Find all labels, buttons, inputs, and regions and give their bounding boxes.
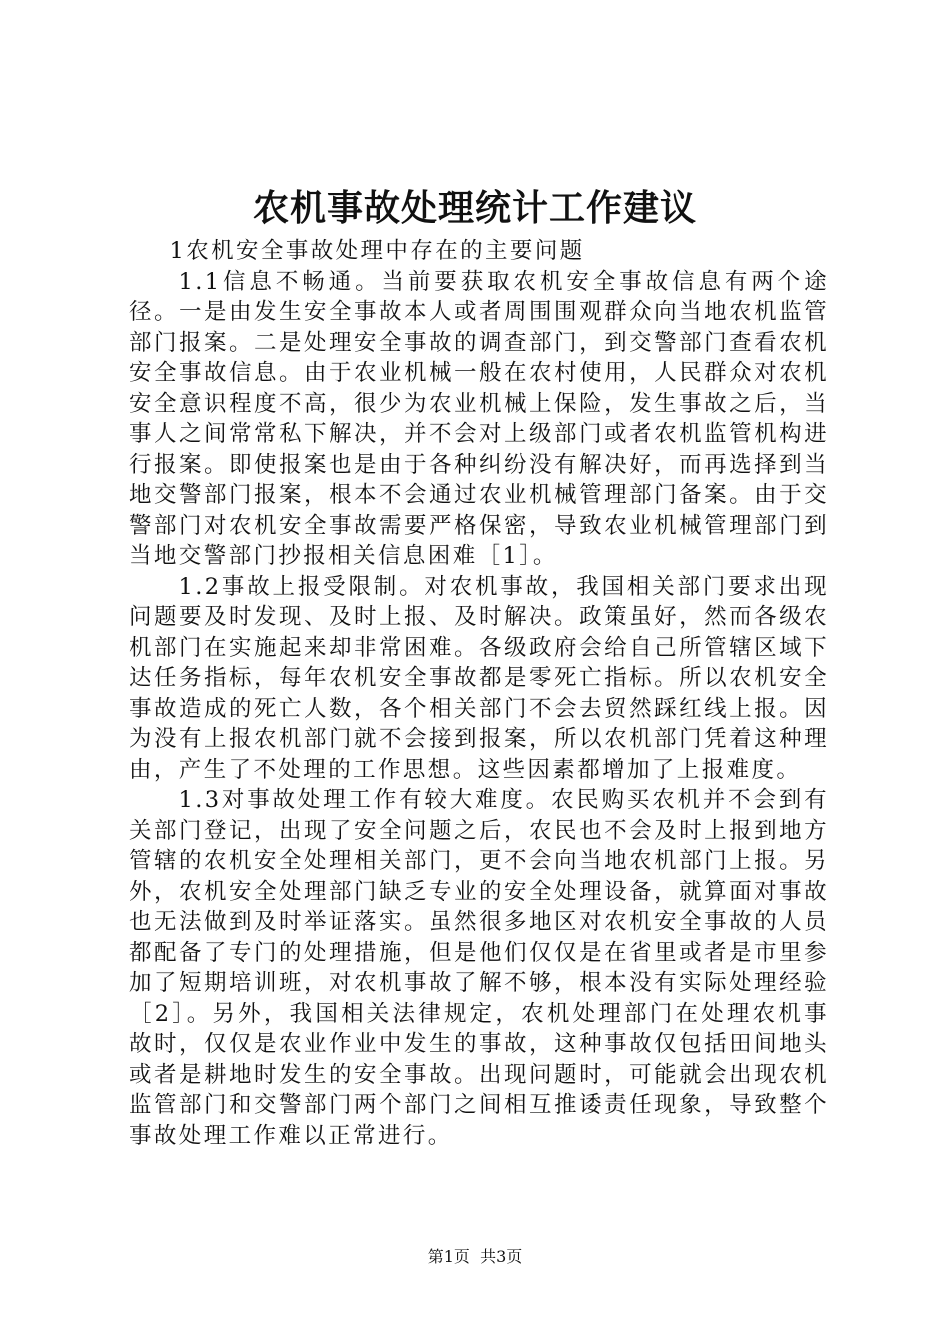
- document-title: 农机事故处理统计工作建议: [252, 187, 697, 229]
- page-footer: 第1页 共3页: [427, 1247, 523, 1266]
- section-heading: 1农机安全事故处理中存在的主要问题: [169, 238, 585, 264]
- paragraph-1-3: 1.3对事故处理工作有较大难度。农民购买农机并不会到有关部门登记，出现了安全问题之后，农民也不会及时上报到地方管辖的农机安全处理相关部门，更不会向当地农机部门上报。另外，农机安全处理部门缺乏专业的安全处理设备，就算面对事故也无法做到及时举证落实。虽然很多地区对农机安全事故的人员都配备了专门的处理措施，但是他们仅仅是在省里或者是市里参加了短期培训班，对农机事故了解不够，根本没有实际处理经验［2］。另外，我国相关法律规定，农机处理部门在处理农机事故时，仅仅是农业作业中发生的事故，这种事故仅包括田间地头或者是耕地时发生的安全事故。出现问题时，可能就会出现农机监管部门和交警部门两个部门之间相互推诿责任现象，导致整个事故处理工作难以正常进行。: [129, 787, 829, 1149]
- document-body: [129, 236, 829, 1151]
- paragraph-1-1: 1.1信息不畅通。当前要获取农机安全事故信息有两个途径。一是由发生安全事故本人或者周围围观群众向当地农机监管部门报案。二是处理安全事故的调查部门，到交警部门查看农机安全事故信息。由于农业机械一般在农村使用，人民群众对农机安全意识程度不高，很少为农业机械上保险，发生事故之后，当事人之间常常私下解决，并不会对上级部门或者农机监管机构进行报案。即使报案也是由于各种纠纷没有解决好，而再选择到当地交警部门报案，根本不会通过农业机械管理部门备案。由于交警部门对农机安全事故需要严格保密，导致农业机械管理部门到当地交警部门抄报相关信息困难［1］。: [129, 268, 829, 569]
- paragraph-1-2: 1.2事故上报受限制。对农机事故，我国相关部门要求出现问题要及时发现、及时上报、及时解决。政策虽好，然而各级农机部门在实施起来却非常困难。各级政府会给自己所管辖区域下达任务指标，每年农机安全事故都是零死亡指标。所以农机安全事故造成的死亡人数，各个相关部门不会去贸然踩红线上报。因为没有上报农机部门就不会接到报案，所以农机部门凭着这种理由，产生了不处理的工作思想。这些因素都增加了上报难度。: [129, 573, 829, 783]
